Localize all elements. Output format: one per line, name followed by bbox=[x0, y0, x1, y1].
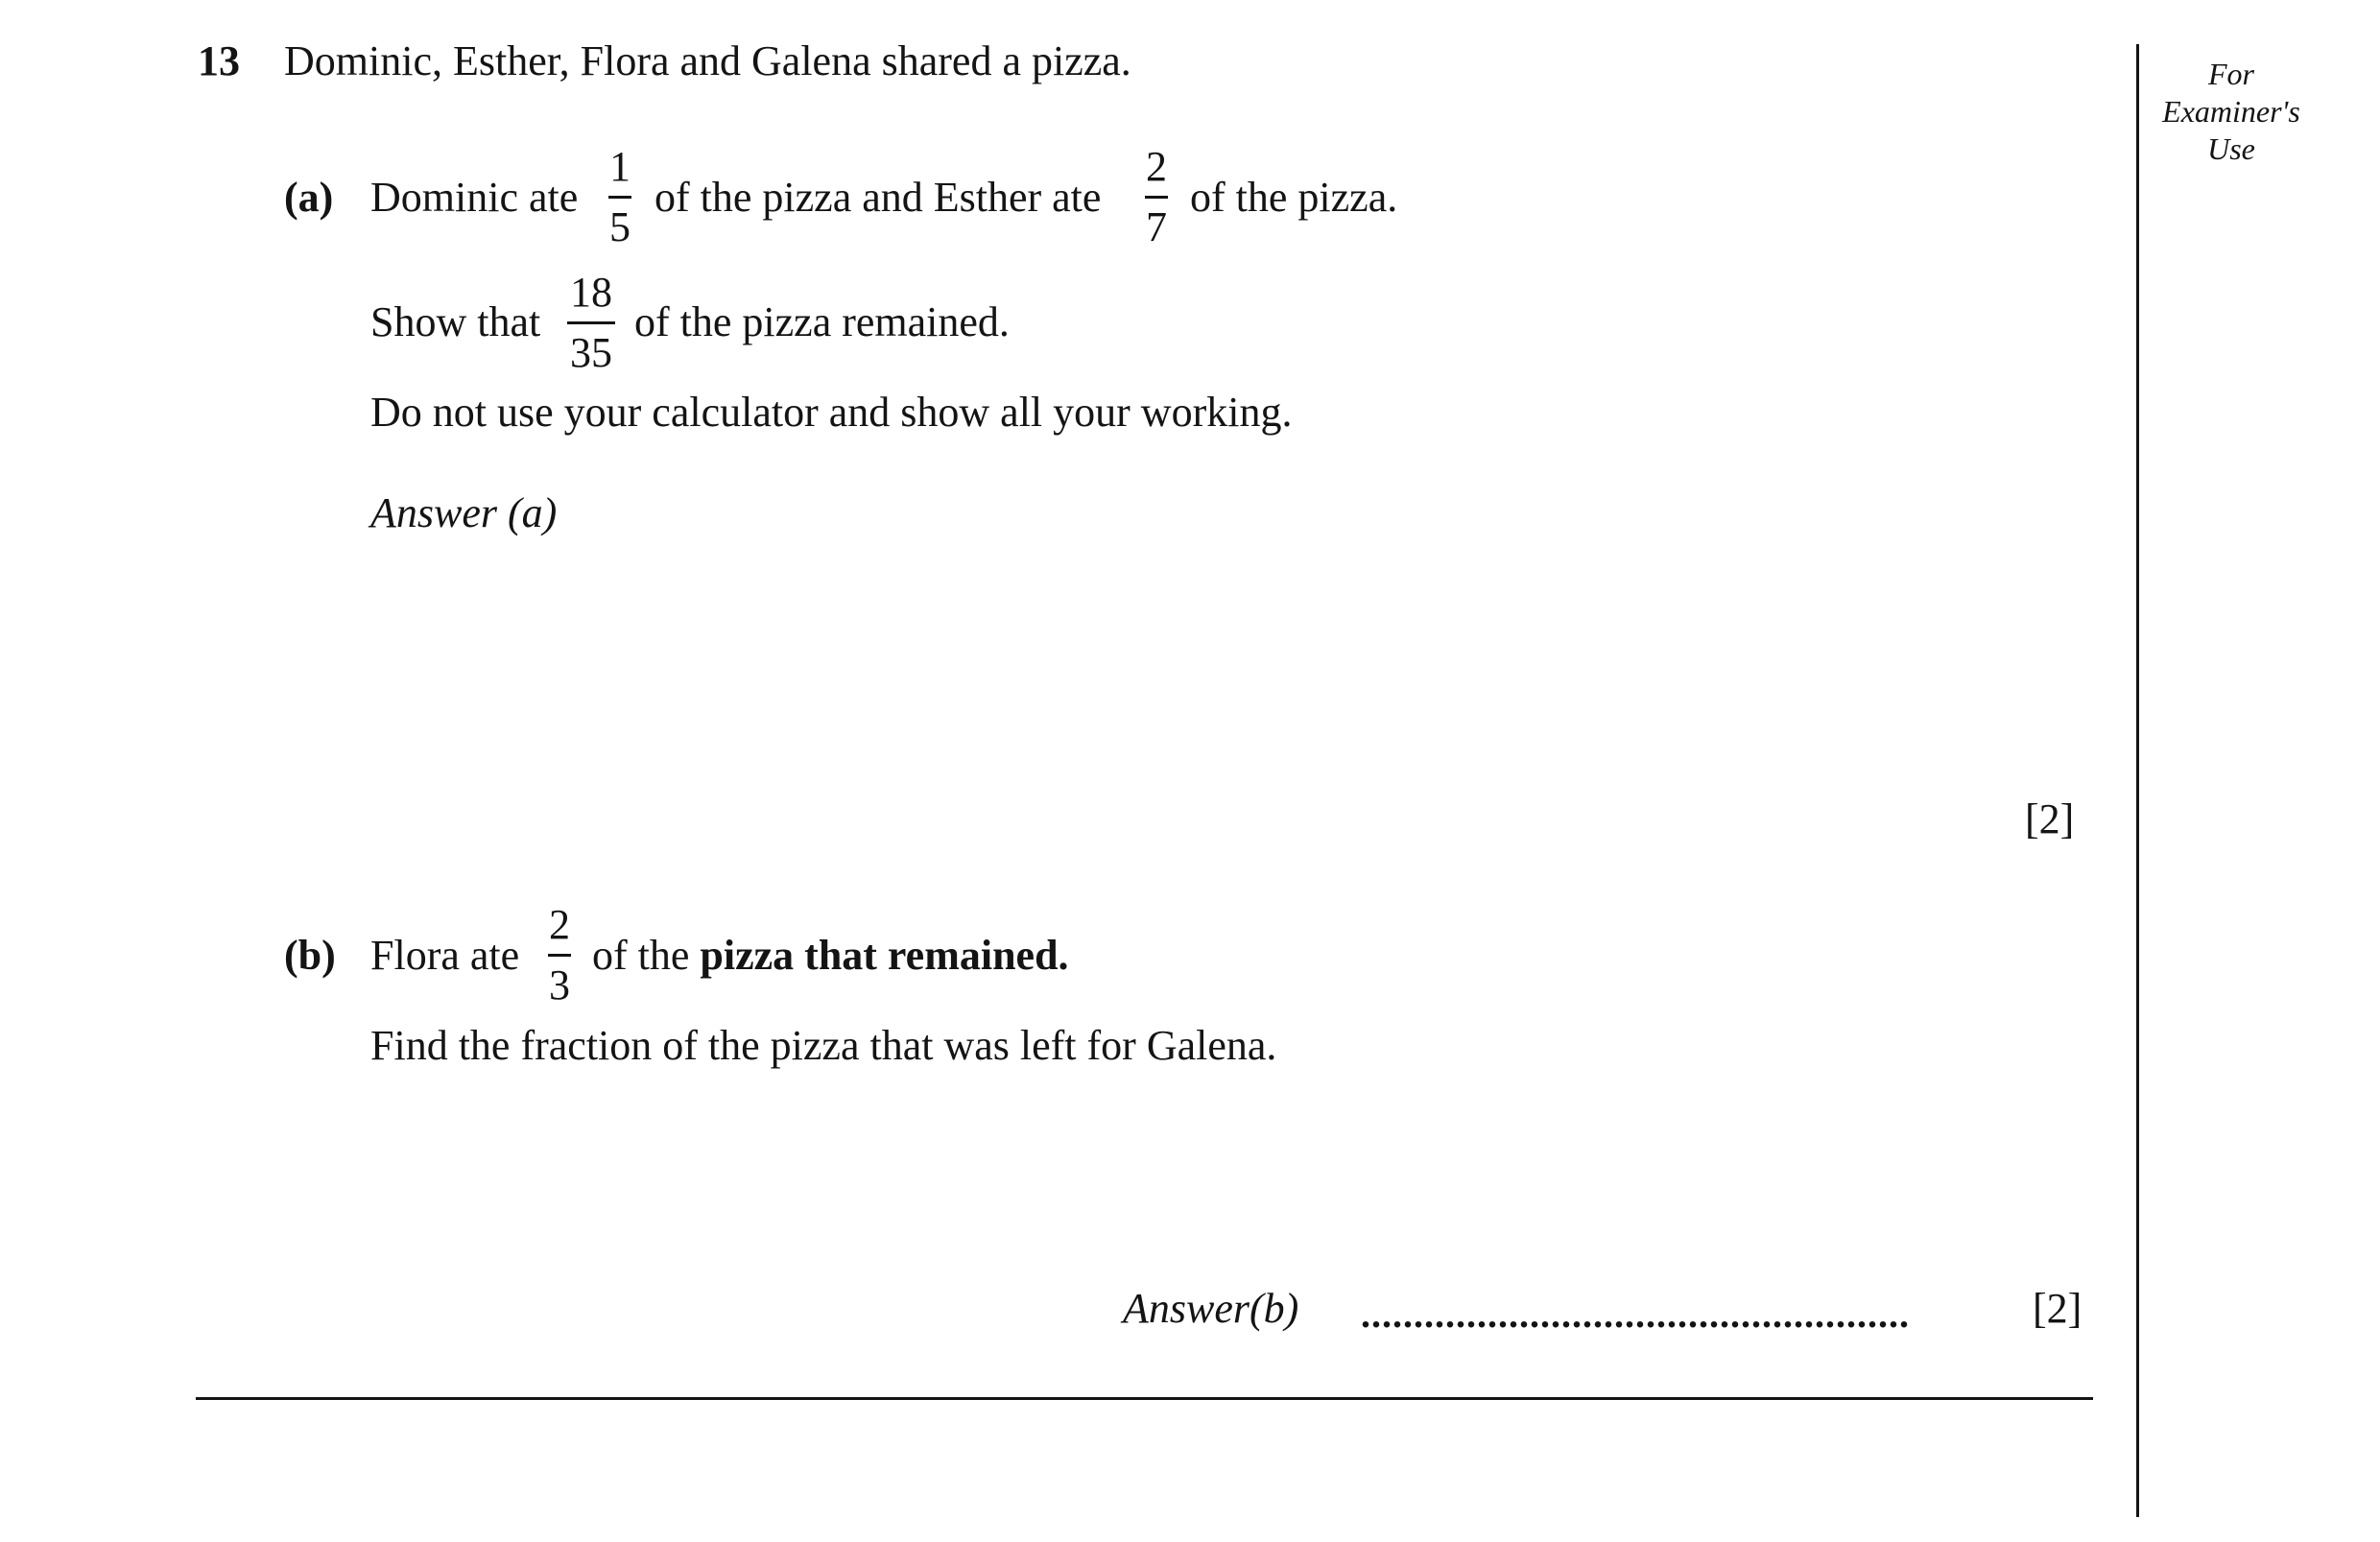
part-a-text-2: of the pizza and Esther ate bbox=[654, 174, 1102, 221]
part-b-text-1: Flora ate bbox=[370, 932, 520, 979]
fraction-two-sevenths bbox=[1139, 143, 1174, 250]
part-a-instruction: Do not use your calculator and show all your working. bbox=[370, 389, 1293, 436]
part-b-label: (b) bbox=[284, 932, 336, 979]
part-a-marks: [2] bbox=[2025, 795, 2075, 842]
examiner-line-3: Use bbox=[2207, 131, 2255, 166]
fraction-numerator: 2 bbox=[549, 901, 570, 948]
part-b-instruction: Find the fraction of the pizza that was left for Galena. bbox=[370, 1022, 1277, 1069]
fraction-bar bbox=[608, 196, 631, 199]
part-a-text-1: Dominic ate bbox=[370, 174, 579, 221]
margin-rule bbox=[2136, 44, 2139, 1517]
fraction-denominator: 5 bbox=[609, 203, 631, 250]
fraction-numerator: 1 bbox=[609, 143, 631, 190]
answer-a-label: Answer (a) bbox=[370, 489, 558, 536]
answer-b-line[interactable]: .................................................... bbox=[1361, 1300, 1910, 1329]
fraction-denominator: 7 bbox=[1146, 203, 1167, 250]
fraction-numerator: 2 bbox=[1146, 143, 1167, 190]
answer-b-label: Answer(b) bbox=[1123, 1285, 1299, 1332]
question-end-rule bbox=[196, 1397, 2093, 1400]
show-that-post: of the pizza remained. bbox=[634, 298, 1010, 345]
part-b-marks: [2] bbox=[2033, 1285, 2082, 1332]
part-b-text-2-plain: of the bbox=[592, 932, 690, 979]
examiner-use-box bbox=[2150, 56, 2313, 168]
examiner-line-1: For bbox=[2208, 57, 2254, 91]
fraction-numerator: 18 bbox=[570, 269, 612, 316]
part-b-text-2 bbox=[592, 932, 1069, 979]
fraction-bar bbox=[1145, 196, 1168, 199]
fraction-bar bbox=[567, 321, 615, 324]
fraction-denominator: 3 bbox=[549, 961, 570, 1008]
fraction-bar bbox=[548, 954, 571, 957]
fraction-one-fifth bbox=[603, 143, 637, 250]
fraction-two-thirds bbox=[542, 901, 577, 1008]
part-a-label: (a) bbox=[284, 174, 334, 221]
fraction-eighteen-thirty-fifths bbox=[563, 269, 619, 376]
question-number: 13 bbox=[198, 37, 240, 84]
fraction-denominator: 35 bbox=[570, 329, 612, 376]
question-stem: Dominic, Esther, Flora and Galena shared a pizza. bbox=[284, 37, 1131, 84]
part-a-text-3: of the pizza. bbox=[1190, 174, 1398, 221]
part-b-text-2-bold: pizza that remained. bbox=[700, 932, 1069, 979]
show-that-text: Show that bbox=[370, 298, 541, 345]
examiner-line-2: Examiner's bbox=[2162, 94, 2300, 129]
